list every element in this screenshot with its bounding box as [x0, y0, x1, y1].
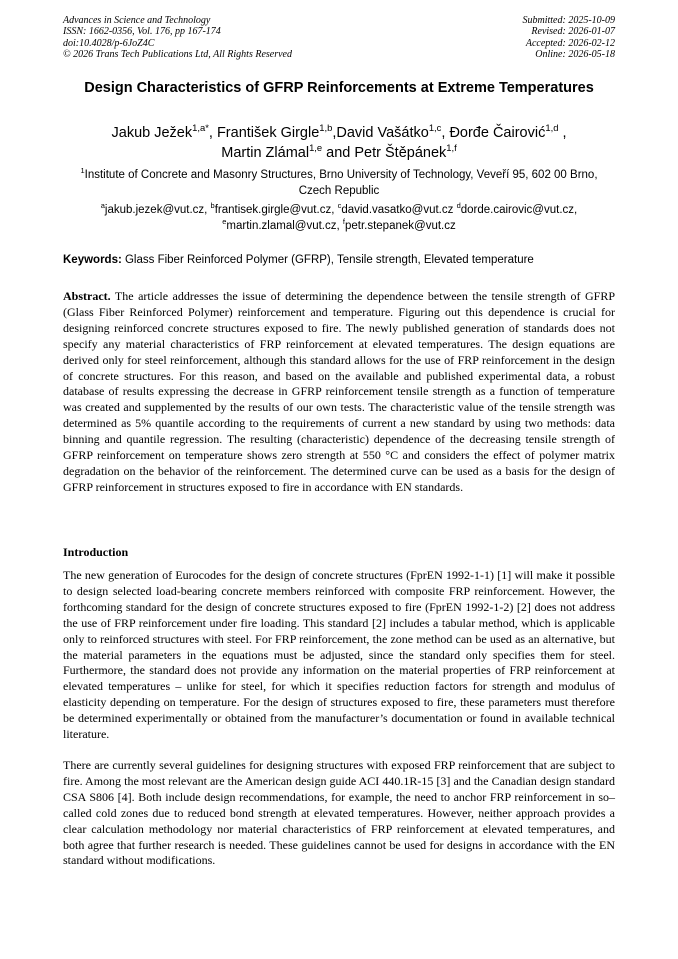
- author: Petr Štěpánek$^{1,f}$: [354, 142, 457, 161]
- abstract-text: The article addresses the issue of determining the dependence between the tensile strength of GFRP (Glass Fiber Reinforced Polymer) reinforcement and temperature. Figuring out this dependence is crucial for designing reinforced concrete structures exposed to fire. The newly published generation of standards does not specify any material characteristics of FRP reinforcement at elevated temperatures. The design equations are derived only for steel reinforcement, although this standard allows for the use of FRP reinforcement in the design of concrete structures. For this reason, and based on the available and published experimental data, a robust database of results expressing the decrease in GFRP reinforcement tensile strength as a function of temperature was created and supplemented by the results of our own tests. The characteristic value of the tensile strength was determined as 5% quantile according to the requirements of current a new standard by using two methods: data binning and quantile regression. The resulting (characteristic) dependence of the decreasing tensile strength of GFRP reinforcement on temperature shows zero strength at 550 °C and considers the effect of polymer matrix degradation on the behavior of the reinforcement. The determined curve can be used as a basis for the design of GFRP reinforcement in structures exposed to fire in accordance with EN standards.: [63, 289, 615, 494]
- keywords: [63, 253, 615, 268]
- copyright: © 2026 Trans Tech Publications Ltd, All Rights Reserved: [63, 49, 292, 61]
- email[interactable]: $^f$petr.stepanek@vut.cz: [342, 216, 456, 232]
- author: Đorđe Čairović$^{1,d}$ ,: [449, 122, 567, 141]
- accepted-date: Accepted: 2026-02-12: [525, 37, 615, 49]
- author: Jakub Ježek$^{1,a*}$,: [111, 122, 217, 141]
- abstract: [63, 289, 615, 496]
- email[interactable]: $^c$david.vasatko@vut.cz: [337, 201, 454, 216]
- email-list: $^a$jakub.jezek@vut.cz, $^b$frantisek.girgle@vut.cz, $^c$david.vasatko@vut.cz $^d$dorde.cairovic@vut.cz, $^e$martin.zlamal@vut.cz, $^f$petr.stepanek@vut.cz: [100, 201, 578, 232]
- paper-title: Design Characteristics of GFRP Reinforcements at Extreme Temperatures: [84, 80, 594, 96]
- email[interactable]: $^e$martin.zlamal@vut.cz: [222, 216, 337, 232]
- journal-header: [63, 15, 292, 61]
- author: František Girgle$^{1,b}$,: [216, 122, 337, 141]
- introduction-paragraph-2: There are currently several guidelines for designing structures with exposed FRP reinforcement that are subject to fire. Among the most relevant are the American design guide ACI 440.1R-15 [3] and the Canadian design standard CSA S806 [4]. Both include design recommendations, for example, the need to anchor FRP reinforcement in so–called cold zones due to reduced bond strength at elevated temperatures. However, neither approach provides a clear calculation methodology nor material characteristics of FRP reinforcement at elevated temperatures, and both agree that further research is needed. These guidelines cannot be used for designs in accordance with the EN standard without modifications.: [63, 758, 615, 868]
- section-heading-introduction: Introduction: [63, 545, 129, 559]
- doi[interactable]: doi:10.4028/p-6JoZ4C: [63, 37, 155, 49]
- introduction-paragraph-1: The new generation of Eurocodes for the design of concrete structures (FprEN 1992-1-1) [1] will make it possible to design selected load-bearing concrete members reinforced with composite FRP reinforcement. However, the forthcoming standard for the design of concrete structures exposed to fire (FprEN 1992-1-2) [2] does not address the use of FRP reinforcement under fire loading. This standard [2] includes a tabular method, which is applicable only to reinforced structures with steel. For FRP reinforcement, the zone method can be used as an alternative, but the material parameters in the equations must be adjusted, since the standard only specifies them for steel. Furthermore, the standard does not provide any information on the material properties of FRP reinforcement at elevated temperatures – unlike for steel, for which it specifies reduction factors for strength and modulus of elasticity depending on temperature. For the design of structures exposed to fire, these parameters must therefore be determined experimentally or obtained from the manufacturer’s documentation or found in available technical literature.: [63, 568, 615, 742]
- issn: ISSN: 1662-0356, Vol. 176, pp 167-174: [63, 26, 221, 38]
- abstract-label: Abstract.: [63, 289, 111, 303]
- revised-date: Revised: 2026-01-07: [531, 26, 615, 38]
- dates-header: [523, 15, 616, 61]
- email[interactable]: $^a$jakub.jezek@vut.cz: [100, 201, 205, 216]
- author-list: [63, 123, 615, 163]
- author: Martin Zlámal$^{1,e}$ and: [221, 142, 355, 161]
- email[interactable]: $^b$frantisek.girgle@vut.cz: [210, 201, 332, 216]
- journal-name: Advances in Science and Technology: [63, 15, 211, 26]
- email[interactable]: $^d$dorde.cairovic@vut.cz: [456, 201, 575, 216]
- author: David Vašátko$^{1,c}$,: [336, 122, 450, 141]
- keywords-text: Glass Fiber Reinforced Polymer (GFRP), Tensile strength, Elevated temperature: [121, 254, 534, 266]
- submitted-date: Submitted: 2025-10-09: [522, 15, 615, 26]
- keywords-label: Keywords:: [63, 254, 122, 266]
- affiliation: $^1$Institute of Concrete and Masonry Structures, Brno University of Technology, Veveří 95, 602 00 Brno, Czech Republic: [80, 166, 598, 197]
- online-date: Online: 2026-05-18: [535, 49, 615, 61]
